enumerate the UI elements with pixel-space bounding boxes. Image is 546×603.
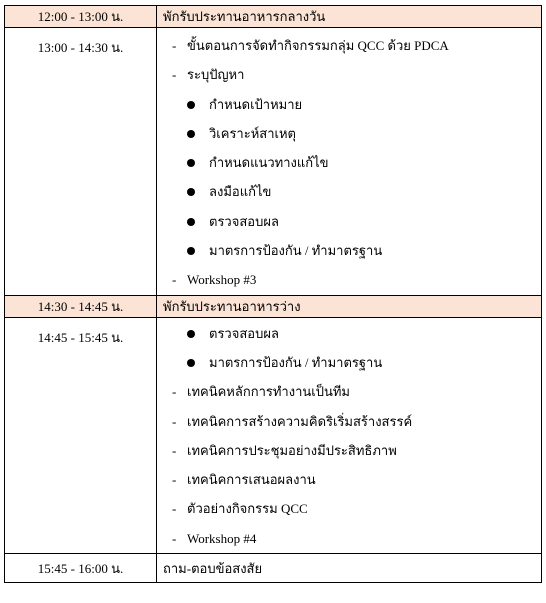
dash-bullet: - — [172, 38, 177, 53]
dash-bullet: - — [172, 442, 177, 458]
list-item — [157, 148, 541, 177]
activity-cell: พักรับประทานอาหารว่าง — [157, 295, 542, 317]
bullet-dot-icon — [187, 359, 195, 367]
list-item — [157, 407, 541, 436]
bullet-dot-icon — [187, 218, 195, 226]
list-item-text: ระบุปัญหา — [187, 67, 245, 83]
list-item — [157, 90, 541, 119]
list-item — [157, 119, 541, 148]
list-item-text: กำหนดแนวทางแก้ไข — [209, 155, 329, 171]
bullet-dot-icon — [187, 130, 195, 138]
dash-bullet: - — [172, 67, 177, 83]
time-cell: 14:45 - 15:45 น. — [5, 317, 157, 553]
schedule-table — [4, 5, 542, 583]
time-cell: 13:00 - 14:30 น. — [5, 28, 157, 296]
list-item — [157, 524, 541, 553]
list-item — [157, 236, 541, 265]
dash-bullet: - — [172, 501, 177, 517]
list-item-text: ตรวจสอบผล — [209, 325, 279, 341]
dash-bullet: - — [172, 272, 177, 288]
activity-cell — [157, 317, 542, 553]
time-cell: 15:45 - 16:00 น. — [5, 554, 157, 583]
activity-cell — [157, 28, 542, 296]
list-item-text: ลงมือแก้ไข — [209, 184, 272, 200]
time-cell: 12:00 - 13:00 น. — [5, 6, 157, 28]
dash-bullet: - — [172, 413, 177, 429]
list-item-text: มาตรการป้องกัน / ทำมาตรฐาน — [209, 243, 383, 259]
list-item-text: มาตรการป้องกัน / ทำมาตรฐาน — [209, 354, 383, 370]
time-cell: 14:30 - 14:45 น. — [5, 295, 157, 317]
list-item-text: เทคนิคการประชุมอย่างมีประสิทธิภาพ — [187, 442, 397, 458]
list-item-text: เทคนิคการสร้างความคิดริเริ่มสร้างสรรค์ — [187, 413, 413, 429]
activity-cell: ถาม-ตอบข้อสงสัย — [157, 554, 542, 583]
schedule-row-lunch — [5, 6, 542, 28]
list-item — [157, 207, 541, 236]
bullet-dot-icon — [187, 247, 195, 255]
list-item-text: กำหนดเป้าหมาย — [209, 96, 303, 112]
list-item-text: ขั้นตอนการจัดทำกิจกรรมกลุ่ม QCC ด้วย PDCA — [187, 38, 449, 53]
list-item — [157, 465, 541, 494]
bullet-dot-icon — [187, 188, 195, 196]
list-item-text: ตรวจสอบผล — [209, 213, 279, 229]
topic-list — [157, 28, 541, 295]
list-item-text: ตัวอย่างกิจกรรม QCC — [187, 501, 308, 517]
list-item — [157, 348, 541, 377]
bullet-dot-icon — [187, 101, 195, 109]
list-item-text: วิเคราะห์สาเหตุ — [209, 125, 296, 141]
list-item — [157, 319, 541, 348]
list-item — [157, 377, 541, 406]
list-item — [157, 494, 541, 523]
list-item — [157, 177, 541, 206]
schedule-row-session-2 — [5, 317, 542, 553]
schedule-row-snack-break — [5, 295, 542, 317]
list-item — [157, 265, 541, 294]
bullet-dot-icon — [187, 159, 195, 167]
topic-list — [157, 318, 541, 553]
list-item — [157, 60, 541, 89]
dash-bullet: - — [172, 530, 177, 546]
schedule-row-qa — [5, 554, 542, 583]
list-item — [157, 436, 541, 465]
list-item-text: Workshop #4 — [187, 530, 257, 546]
list-item-text: เทคนิคหลักการทำงานเป็นทีม — [187, 384, 350, 400]
dash-bullet: - — [172, 472, 177, 488]
schedule-row-session-1 — [5, 28, 542, 296]
list-item-text: เทคนิคการเสนอผลงาน — [187, 472, 316, 488]
list-item-text: Workshop #3 — [187, 272, 257, 288]
dash-bullet: - — [172, 384, 177, 400]
list-item — [157, 31, 541, 60]
bullet-dot-icon — [187, 330, 195, 338]
activity-cell: พักรับประทานอาหารกลางวัน — [157, 6, 542, 28]
